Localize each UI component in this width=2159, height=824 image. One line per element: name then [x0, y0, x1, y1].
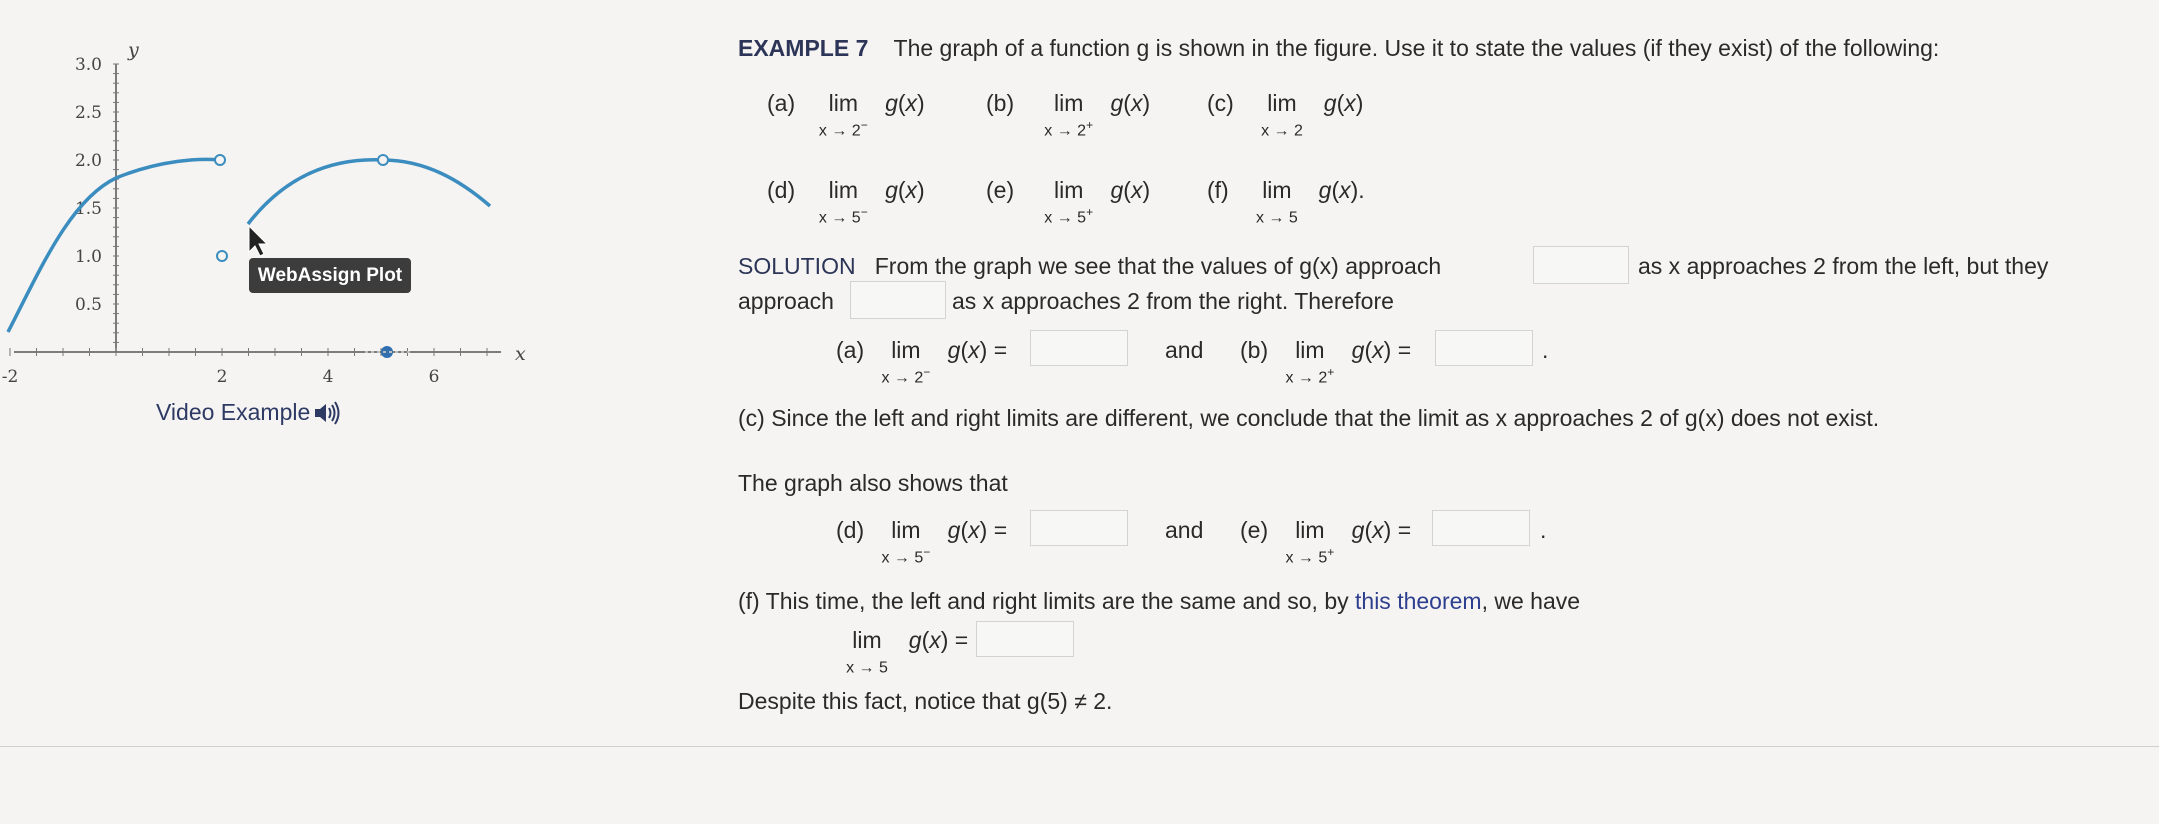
y-tick-label: 2.0	[74, 151, 102, 171]
limit-row-1: (a) lim x → 2− g(x)	[767, 89, 925, 117]
item-f-sub: x → 5	[1255, 209, 1298, 227]
item-a-sub: x → 2−	[818, 118, 868, 140]
also-text: The graph also shows that	[738, 470, 1008, 496]
answer-d-line: (d) lim x → 5− g(x) =	[836, 517, 1008, 567]
y-tick-label: 0.5	[74, 295, 102, 315]
answer-box-f[interactable]	[976, 621, 1074, 657]
this-theorem-link[interactable]: this theorem	[1355, 588, 1482, 614]
example-text: The graph of a function g is shown in the figure. Use it to state the values (if they exist) of the following:	[893, 35, 1940, 61]
x-tick-label: 6	[428, 367, 440, 387]
y-tick-label: 2.5	[74, 103, 102, 123]
graph-axes	[2, 39, 526, 387]
limit-f: (f) lim x → 5 g(x).	[1207, 176, 1365, 204]
item-d-sub: x → 5−	[818, 205, 868, 227]
answer-box-e[interactable]	[1432, 510, 1530, 546]
answer-box-a[interactable]	[1030, 330, 1128, 366]
item-a-tag: (a)	[767, 90, 796, 116]
y-axis-label: y	[128, 39, 139, 61]
video-example-link[interactable]	[156, 398, 342, 426]
example-header	[738, 34, 1939, 62]
answer-box-b[interactable]	[1435, 330, 1533, 366]
solution-line-2a: approach	[738, 288, 834, 314]
item-f-tag: (f)	[1207, 177, 1229, 203]
and-label-2: and	[1165, 517, 1204, 543]
graph-tooltip: WebAssign Plot	[249, 258, 411, 293]
x-tick-label: -2	[1, 367, 19, 387]
x-tick-label: 4	[322, 367, 334, 387]
mouse-cursor-icon	[249, 226, 267, 256]
and-label-1: and	[1165, 337, 1204, 363]
video-example-label: Video Example	[156, 398, 311, 425]
y-tick-label: 3.0	[74, 55, 102, 75]
speaker-icon	[312, 400, 342, 426]
x-axis-label: x	[515, 343, 526, 365]
item-c-tag: (c)	[1207, 90, 1234, 116]
open-point-left-end	[215, 155, 225, 165]
answer-b-line: (b) lim x → 2+ g(x) =	[1240, 337, 1412, 387]
answer-box-left-approach[interactable]	[1533, 246, 1629, 284]
limit-b: (b) lim x → 2+ g(x)	[986, 89, 1150, 117]
item-d-tag: (d)	[767, 177, 796, 203]
despite-text: Despite this fact, notice that g(5) ≠ 2.	[738, 688, 1113, 714]
x-tick-label: 2	[216, 367, 228, 387]
item-b-sub: x → 2+	[1044, 118, 1094, 140]
open-point-x5	[378, 155, 388, 165]
divider	[0, 746, 2159, 747]
limit-d: (d) lim x → 5− g(x)	[767, 176, 925, 204]
solution-line-2b: as x approaches 2 from the right. Therefore	[952, 288, 1394, 314]
function-graph	[0, 0, 526, 387]
curve-right	[248, 160, 490, 224]
y-tick-label: 1.0	[74, 247, 102, 267]
answer-a-line: (a) lim x → 2− g(x) =	[836, 337, 1008, 387]
y-tick-label: 1.5	[74, 199, 102, 219]
item-e-sub: x → 5+	[1044, 205, 1094, 227]
curve-left	[8, 159, 220, 332]
answer-box-d[interactable]	[1030, 510, 1128, 546]
part-f-text: (f) This time, the left and right limits are the same and so, by this theorem, we have	[738, 588, 1581, 614]
answer-e-line: (e) lim x → 5+ g(x) =	[1240, 517, 1412, 567]
example-label: EXAMPLE 7	[738, 35, 869, 61]
item-e-tag: (e)	[986, 177, 1015, 203]
limit-c: (c) lim x → 2 g(x)	[1207, 89, 1363, 117]
solution-label: SOLUTION	[738, 253, 856, 279]
item-b-tag: (b)	[986, 90, 1015, 116]
solution-line-1b: as x approaches 2 from the left, but they	[1638, 253, 2049, 279]
solution-line-1: SOLUTION From the graph we see that the values of g(x) approach	[738, 253, 1442, 279]
period-1: .	[1542, 337, 1549, 363]
period-2: .	[1540, 517, 1547, 543]
part-c-text: (c) Since the left and right limits are different, we conclude that the limit as x approaches 2 of g(x) does not exist.	[738, 405, 1880, 431]
limit-e: (e) lim x → 5+ g(x)	[986, 176, 1150, 204]
answer-box-right-approach[interactable]	[850, 281, 946, 319]
item-c-sub: x → 2	[1261, 122, 1303, 140]
open-point-x2	[217, 251, 227, 261]
answer-f-line: lim x → 5 g(x) =	[846, 627, 969, 677]
